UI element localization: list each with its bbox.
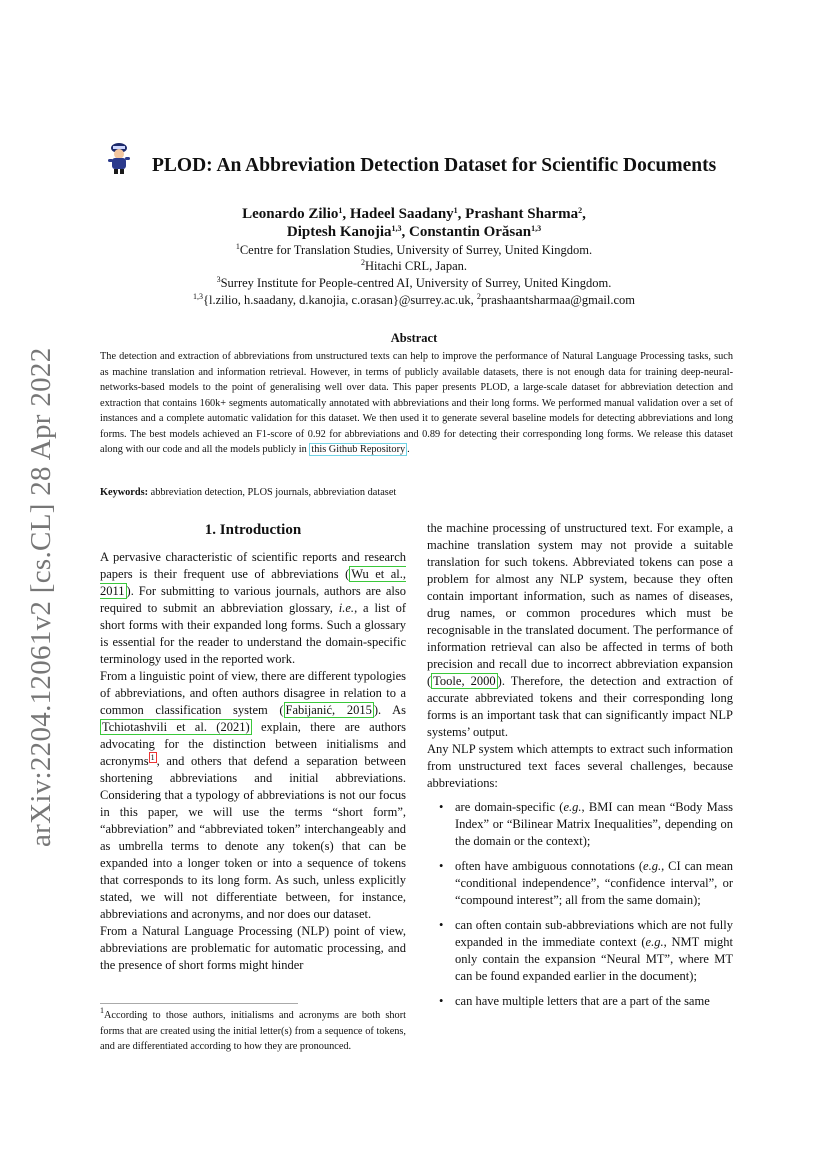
right-column [427,520,733,1018]
footnote-ref-link[interactable]: 1 [150,753,155,762]
author-name: Constantin Orăsan [409,224,532,240]
keywords: Keywords: abbreviation detection, PLOS journals, abbreviation dataset [100,487,397,498]
section-heading-introduction: 1. Introduction [204,522,302,538]
abstract-heading: Abstract [390,331,438,345]
footnote-rule [100,1003,298,1004]
author-name: Hadeel Saadany [349,206,454,222]
left-column [100,520,406,974]
list-item: • are domain-specific (e.g., BMI can mean “Body Mass Index” or “Bilinear Matrix Inequalities”, depending on the domain or the context); [455,799,733,850]
list-item: • can often contain sub-abbreviations which are not fully expanded in the immediate context (e.g., NMT might only contain the expansion “Neural MT”, where MT can be found expanded earlier in the document); [455,917,733,985]
github-repository-link[interactable]: this Github Repository [311,444,406,455]
authors-line-2: Diptesh Kanojia$^{1,3}$, Constantin Orăsan$^{1,3}$ [286,224,542,240]
citation-link[interactable]: Fabijanić, 2015 [285,703,372,717]
intro-paragraph-4: the machine processing of unstructured text. For example, a machine translation system may not provide a suitable translation for such tokens. Abbreviated tokens can pose a problem for almost any NLP system, because they often contain important information, such as names of diseases, drug names, or common procedures which must be recognisable in the translated document. The performance of information retrieval can also be affected in terms of both precision and recall due to incorrect abbreviation expansion ( Toole, 2000 ). Therefore, the detection and extraction of accurate abbreviated tokens and their corresponding long forms is an important task that can significantly impact NLP systems’ output. [427,521,733,739]
intro-paragraph-5: Any NLP system which attempts to extract such information from unstructured text faces several challenges, because abbreviations: [427,742,733,790]
paper-title: PLOD: An Abbreviation Detection Dataset for Scientific Documents [152,155,717,176]
author-name: Prashant Sharma [465,206,579,222]
mascot-logo [104,140,134,181]
footnote: $^1$According to those authors, initialisms and acronyms are both short forms that are created using the initial letter(s) from a sequence of tokens, and are differentiated according to how they are pronounced. [100,1006,406,1052]
citation-link[interactable]: Wu et al., 2011 [100,567,406,598]
authors-line-1: Leonardo Zilio$^1$, Hadeel Saadany$^1$, Prashant Sharma$^2$, [242,206,586,222]
affiliation-3: $^3$Surrey Institute for People-centred AI, University of Surrey, United Kingdom. [216,275,612,290]
list-item: • often have ambiguous connotations (e.g., CI can mean “conditional independence”, “confidence interval”, or “compound interest”; all from the same domain); [455,858,733,909]
affiliation-2: $^2$Hitachi CRL, Japan. [360,258,468,273]
list-item: • can have multiple letters that are a part of the same [455,993,733,1010]
intro-paragraph-1: A pervasive characteristic of scientific reports and research papers is their frequent use of abbreviations ( Wu et al., 2011 ). For submitting to various journals, authors are also required to submit an abbreviation glossary, i.e., a list of short forms with their expanded long forms. Such a glossary is essential for the reader to understand the domain-specific terminology used in the reported work. [100,550,406,666]
challenges-list [427,799,733,1010]
affiliation-1: $^1$Centre for Translation Studies, University of Surrey, United Kingdom. [235,242,593,257]
abstract-body: The detection and extraction of abbreviations from unstructured texts can help to improve the performance of Natural Language Processing tasks, such as machine translation and information retrieval. However, in terms of publicly available datasets, there is not enough data for training deep-neural-networks-based models to the point of generalising well over data. This paper presents PLOD, a large-scale dataset for abbreviation detection and extraction that contains 160k+ segments automatically annotated with abbreviations and their long forms. We performed manual validation over a set of instances and a complete automatic validation for this dataset. We then used it to generate several baseline models for detecting abbreviations and long forms. The best models achieved an F1-score of 0.92 for abbreviations and 0.89 for detecting their corresponding long forms. We release this dataset along with our code and all the models publicly in this Github Repository . [100,351,733,455]
intro-paragraph-2: From a linguistic point of view, there are different typologies of abbreviations, and often authors disagree in relation to a common classification system ( Fabijanić, 2015 ). As Tchiotashvili et al. (2021) explain, there are authors advocating for the distinction between initialisms and acronyms $^1$ , and others that defend a separation between shortening abbreviations and initial abbreviations. Considering that a typology of abbreviations is not our focus in this paper, we will use the terms “short form”, “abbreviation” and “abbreviated token” interchangeably and as umbrella terms to denote any token(s) that can be expanded into a longer token or into a sequence of tokens that corresponds to its long form. As such, unless explicitly stated, we will not differentiate between, for instance, abbreviations and acronyms, and nor does our dataset. [100,669,406,921]
arxiv-stamp: arXiv:2204.12061v2 [cs.CL] 28 Apr 2022 [25,347,57,847]
author-name: Leonardo Zilio [242,206,339,222]
author-name: Diptesh Kanojia [286,224,392,240]
intro-paragraph-3: From a Natural Language Processing (NLP) point of view, abbreviations are problematic for automatic processing, and the presence of short forms might hinder [100,924,406,972]
author-emails: $^{1,3}${l.zilio, h.saadany, d.kanojia, c.orasan}@surrey.ac.uk, $^2$prashaantsharmaa@gmail.com [192,292,636,307]
citation-link[interactable]: Toole, 2000 [433,674,496,688]
citation-link[interactable]: Tchiotashvili et al. (2021) [102,720,250,734]
